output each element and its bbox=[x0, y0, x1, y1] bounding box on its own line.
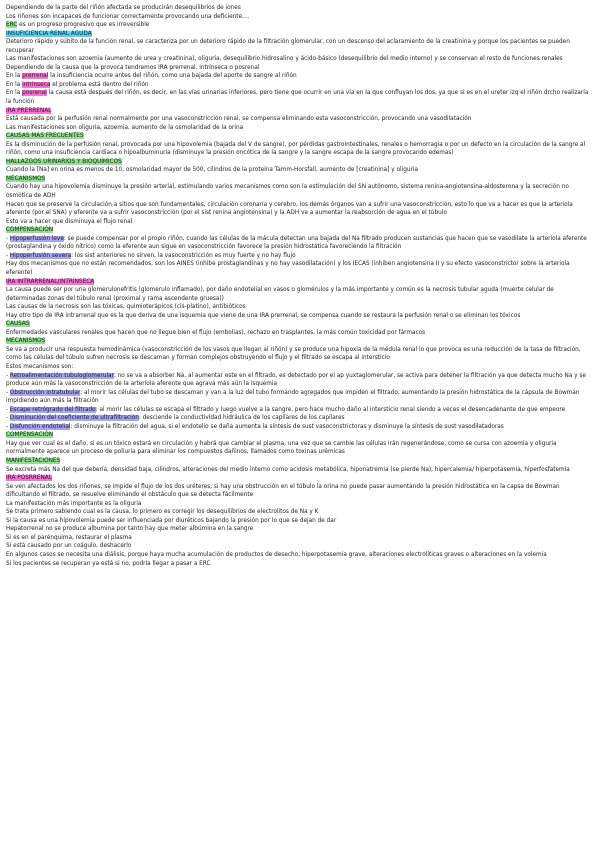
text-paragraph bbox=[6, 483, 594, 500]
highlighted-text: prerrenal bbox=[22, 73, 49, 80]
text-run: Hay dos mecanismos que no están recomendados, son los AINES (inhibe prostaglandinas y no hay vasodilatación) y los IECAS (inhiben angiotensina II y su efecto vasoconstrictor sobre la arteriola eferente) bbox=[6, 261, 570, 276]
text-paragraph bbox=[6, 534, 594, 543]
text-run: - bbox=[6, 372, 10, 379]
text-paragraph bbox=[6, 183, 594, 200]
text-run: Cuando la [Na] en orina es menos de 10, osmolaridad mayor de 500, cilindros de la proteína Tamm-Horsfall, aumento de [creatinina] y oliguria bbox=[6, 167, 418, 174]
highlighted-text: CAUSAS bbox=[6, 321, 30, 328]
text-run: Se va a producir una respuesta hemodinámica (vasoconstricción de los vasos que llegan al riñón) y se produce una hipoxia de la médula renal lo que provoca es una reducción de la tasa de filtración, como las células del túbulo sufren necrosis se descaman y forman complejos obstruyendo el flujo y el filtrado se escapa al intersticio bbox=[6, 346, 581, 362]
text-paragraph bbox=[6, 525, 594, 534]
section-heading bbox=[6, 132, 594, 141]
highlighted-text: CAUSAS MÁS FRECUENTES bbox=[6, 133, 84, 140]
text-paragraph bbox=[6, 38, 594, 55]
text-run: Se excreta más Na del que debería, densidad baja, cilindros, alteraciones del medio interno como acidosis metabólica, hiponatremia (se pierde Na), hipercalemia/ hiperpotasemia, hiperfosfatemia bbox=[6, 466, 570, 473]
text-paragraph bbox=[6, 260, 594, 277]
text-paragraph bbox=[6, 286, 594, 303]
text-paragraph bbox=[6, 372, 594, 389]
section-heading bbox=[6, 337, 594, 346]
highlighted-text: IRA INTRARRENAL/INTRÍNSECA bbox=[6, 278, 95, 285]
text-paragraph bbox=[6, 166, 594, 175]
section-heading bbox=[6, 158, 594, 167]
text-paragraph bbox=[6, 235, 594, 252]
text-run: : al morir las células del tubo se descaman y van a la luz del tubo formando agregados que impiden el filtrado, aumentando la presión hidrostática de la cápsula de Bowman impidiendo aún más la filtración bbox=[6, 389, 580, 405]
text-run: Cuando hay una hipovolemia disminuye la presión arterial, estimulando varios mecanismos como son la estimulación del SN autónomo, sistema renina-angiotensina-aldosterona y la secreción no osmótica de ADH bbox=[6, 184, 569, 200]
text-paragraph bbox=[6, 423, 594, 432]
text-paragraph bbox=[6, 81, 594, 90]
section-heading bbox=[6, 278, 594, 287]
text-run: Las manifestaciones son azoemia (aumento de urea y creatinina), oliguria, desequilibrio hidrosalino y ácido-básico (desequilibrio del medio interno) y se conservan el resto de funciones renales bbox=[6, 56, 563, 63]
text-run: En algunos casos se necesita una diálisis, porque haya mucha acumulación de productos de desecho, hiperpotasemia grave, alteraciones electrolíticas graves o alteraciones en la volemia bbox=[6, 552, 547, 558]
text-paragraph bbox=[6, 560, 594, 569]
text-run: - bbox=[6, 415, 10, 422]
text-run: Hay que ver cual es el daño, si es un tóxico estará en circulación y habrá que cambiar el plasma, una vez que se cambie las células irán regenerándose, como se cursa con azoemia y oliguria normalmente aparece un proceso de poliuria para eliminar los compuestos dañinos, llamados como toxinas urémicas bbox=[6, 440, 557, 456]
text-run: Si es en el parénquima, restaurar el plasma bbox=[6, 534, 132, 541]
text-run: : al morir las células se escapa el filtrado y luego vuelve a la sangre, pero hace mucho daño al intersticio renal siendo a veces el desencadenante de que empeore bbox=[95, 406, 566, 413]
text-paragraph bbox=[6, 141, 594, 158]
text-run: En la bbox=[6, 81, 23, 88]
section-heading bbox=[6, 431, 594, 440]
section-heading bbox=[6, 107, 594, 116]
text-run: - bbox=[6, 389, 10, 396]
text-run: Los riñones son incapaces de funcionar correctamente provocando una deficiente…. bbox=[6, 13, 250, 20]
highlighted-text: Hipoperfusión severa bbox=[9, 252, 72, 259]
text-run: Esto va a hacer que disminuya el flujo renal bbox=[6, 218, 133, 225]
text-run: Estos mecanismos son: bbox=[6, 363, 74, 370]
highlighted-text: ERC bbox=[6, 22, 18, 29]
highlighted-text: MECANISMOS bbox=[6, 338, 46, 345]
text-paragraph bbox=[6, 508, 594, 517]
highlighted-text: posrenal bbox=[22, 90, 47, 97]
text-run: : desciende la conductividad hidráulica de los capilares de los capilares bbox=[138, 415, 345, 422]
text-paragraph bbox=[6, 551, 594, 560]
text-run: Dependiendo de la causa que la provoca tendremos IRA prerrenal, intrínseca o posrenal bbox=[6, 64, 260, 71]
highlighted-text: COMPENSACIÓN bbox=[6, 432, 54, 439]
highlighted-text: COMPENSACIÓN bbox=[6, 227, 54, 234]
text-run: Se trata primero sabiendo cual es la causa, lo primero es corregir los desequilibrios de electrolitos de Na y K bbox=[6, 509, 319, 516]
text-run: Hacen que se preserve la circulación a sitios que son fundamentales, circulación coronaria y cerebro, los demás órganos van a sufrir una vasoconstricción, esto lo que va a hacer es que la arteriola aferente (por el SNA) y eferente va a sufrir vasoconstricción (por el sist renina angiotensina) y la ADH va a aumentar la reabsorción de agua en el túbulo bbox=[6, 201, 573, 217]
text-paragraph bbox=[6, 72, 594, 81]
text-paragraph bbox=[6, 21, 594, 30]
text-paragraph bbox=[6, 218, 594, 227]
highlighted-text: Escape retrógrado del filtrado bbox=[9, 406, 96, 413]
text-run: el problema está dentro del riñón bbox=[50, 81, 149, 88]
text-paragraph bbox=[6, 303, 594, 312]
section-heading bbox=[6, 226, 594, 235]
text-run: Hay otro tipo de IRA intrarrenal que es la que deriva de una isquemia que viene de una IRA prerrenal, se compensa cuando se restaura la perfusión renal o se eliminan los tóxicos bbox=[6, 312, 521, 319]
highlighted-text: intrínseca bbox=[22, 81, 51, 88]
highlighted-text: Disfunción endotelial bbox=[9, 423, 71, 430]
highlighted-text: IRA PRERRENAL bbox=[6, 107, 52, 114]
highlighted-text: HALLAZGOS URINARIOS Y BIOQUÍMICOS bbox=[6, 158, 122, 165]
text-paragraph bbox=[6, 4, 594, 13]
text-run: - bbox=[6, 235, 10, 242]
text-run: Deterioro rápido y súbito de la función renal, se caracteriza por un deterioro rápido de la filtración glomerular, con un descenso del aclaramiento de la creatinina y porque los pacientes se pueden recuperar bbox=[6, 39, 570, 54]
text-run: Está causada por la perfusión renal normalmente por una vasoconstricción renal, se compensa eliminando esta vasoconstricción, provocando una vasodilatación bbox=[6, 116, 472, 123]
text-run: En la bbox=[6, 90, 23, 97]
text-paragraph bbox=[6, 329, 594, 338]
highlighted-text: MANIFESTACIONES bbox=[6, 457, 61, 464]
text-paragraph bbox=[6, 542, 594, 551]
text-run: : se puede compensar por el propio riñón, cuando las células de la mácula detectan una bajada del Na filtrado producen sustancias que hacen que se vasodilate la arteriola aferente (prostaglandina y óxido nítrico) como la eferente aun sigue en vasoconstricción favorece la presión hidrostática favoreciendo la filtración bbox=[6, 235, 587, 251]
highlighted-text: INSUFICIENCIA RENAL AGUDA bbox=[6, 30, 92, 37]
text-run: La manifestación más importante es la oliguria bbox=[6, 500, 142, 507]
text-paragraph bbox=[6, 363, 594, 372]
text-run: Enfermedades vasculares renales que hacen que no llegue bien el flujo (embolias), rechazo en trasplantes, la más común toxicidad por fármacos bbox=[6, 329, 426, 336]
text-paragraph bbox=[6, 55, 594, 64]
text-paragraph bbox=[6, 64, 594, 73]
section-heading bbox=[6, 474, 594, 483]
highlighted-text: Obstrucción intratubular bbox=[9, 389, 81, 396]
text-run: Hepatorrenal no se produce albumina por tanto hay que meter albúmina en la sangre bbox=[6, 526, 254, 533]
highlighted-text: Disminución del coeficiente de ultrafiltración bbox=[9, 415, 139, 422]
section-heading bbox=[6, 30, 594, 39]
section-heading bbox=[6, 175, 594, 184]
section-heading bbox=[6, 320, 594, 329]
text-run: Se ven afectados los dos riñones, se impide el flujo de los dos uréteres, si hay una obstrucción en el túbulo la orina no puede pasar aumentando la presión hidrostática en la capsa de Bowman dificultando el filtrado, se resuelve eliminando el obstáculo que se detecta fácilmente bbox=[6, 483, 560, 499]
text-paragraph bbox=[6, 115, 594, 124]
text-run: Es la disminución de la perfusión renal, provocada por una hipovolemia (bajada del V de sangre), por pérdidas gastrointestinales, renales o hemorragia o por un defecto en la circulación de la sangre al riñón, como una insuficiencia cardiaca o hipoalbuminuria (disminuye la presión oncótica de la sangre y la sangre escapa de la sangre provocando edemas) bbox=[6, 141, 586, 157]
highlighted-text: MECANISMOS bbox=[6, 175, 46, 182]
text-paragraph bbox=[6, 517, 594, 526]
highlighted-text: Hipoperfusión leve bbox=[9, 235, 64, 242]
text-paragraph bbox=[6, 89, 594, 106]
text-run: En la bbox=[6, 73, 23, 80]
text-paragraph bbox=[6, 406, 594, 415]
text-paragraph bbox=[6, 414, 594, 423]
text-paragraph bbox=[6, 389, 594, 406]
text-run: - bbox=[6, 423, 10, 430]
highlighted-text: Retroalimentación tubuloglomerular bbox=[9, 372, 114, 379]
text-paragraph bbox=[6, 252, 594, 261]
text-paragraph bbox=[6, 466, 594, 475]
text-run: : los sist anteriores no sirven, la vasoconstricción es muy fuerte y no hay flujo bbox=[71, 252, 296, 259]
text-paragraph bbox=[6, 346, 594, 363]
section-heading bbox=[6, 457, 594, 466]
text-run: Las causas de la necrosis son las tóxicas, quimioterápicos (cis-platino), antibióticos bbox=[6, 304, 246, 311]
text-run: - bbox=[6, 252, 10, 259]
highlighted-text: IRA POSRRENAL bbox=[6, 475, 52, 482]
text-run: Dependiendo de la parte del riñón afectada se producirán desequilibrios de iones bbox=[6, 5, 241, 11]
text-run: La causa puede ser por una glomerulonefritis (glomerulo inflamado), por daño endotelial en vasos o glomérulos y la más importante y común es la necrosis tubular aguda (muerte celular de determinadas zonas del túbulo renal (proximal y rama ascendente gruesa)) bbox=[6, 287, 554, 302]
text-paragraph bbox=[6, 13, 594, 22]
text-paragraph bbox=[6, 124, 594, 133]
text-run: la causa está después del riñón, es decir, en las vías urinarias inferiores, pero tiene que ocurrir en una vía en la que confluyan los dos, ya que si es en el ureter izq el riñón drcho realizaría la función bbox=[6, 90, 589, 106]
text-run: : no se va a absorber Na, al aumentar este en el filtrado, es detectado por el ap yuxtaglomerular, se activa para detener la filtración ya que detecta mucho Na y se produce aún más la vasoconstricción de la arteriola aferente que agrava más aún la isquemia bbox=[6, 372, 586, 388]
text-paragraph bbox=[6, 500, 594, 509]
notes-document bbox=[6, 4, 594, 568]
text-run: Si está causado por un coágulo, deshacerlo bbox=[6, 543, 132, 550]
text-run: Si la causa es una hipovolemia puede ser influenciada por diuréticos bajando la presión por lo que se dejan de dar bbox=[6, 517, 337, 524]
text-run: es un progreso progresivo que es irreversible bbox=[17, 22, 150, 29]
text-paragraph bbox=[6, 312, 594, 321]
text-run: la insuficiencia ocurre antes del riñón, como una bajada del aporte de sangre al riñón bbox=[48, 73, 297, 80]
text-run: Las manifestaciones son oliguria, azoemia, aumento de la osmolaridad de la orina bbox=[6, 124, 244, 131]
text-run: Si los pacientes se recuperan ya está si no, podría llegar a pasar a ERC bbox=[6, 560, 211, 567]
text-paragraph bbox=[6, 201, 594, 218]
text-run: : disminuye la filtración del agua, si el endotelio se daña aumenta la síntesis de sust vasoconstrictoras y disminuye la síntesis de sust vasodilatadoras bbox=[70, 423, 504, 430]
text-run: - bbox=[6, 406, 10, 413]
text-paragraph bbox=[6, 440, 594, 457]
